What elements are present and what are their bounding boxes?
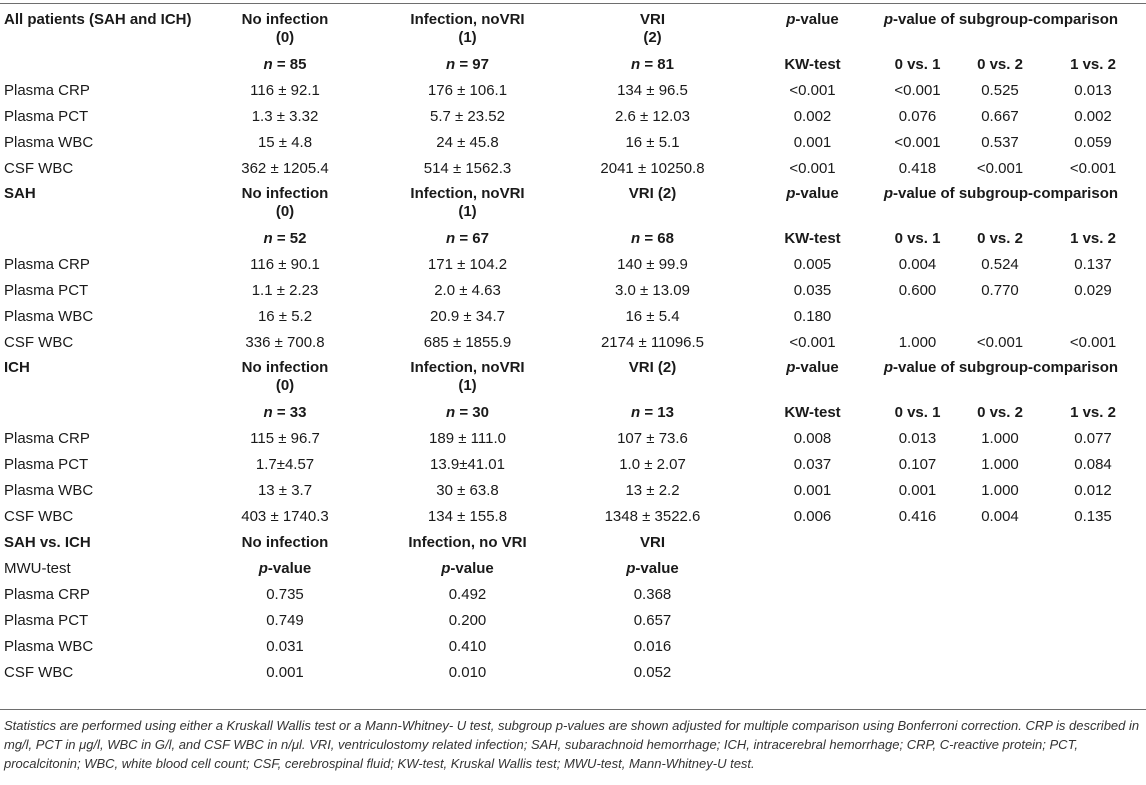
comparison-label: 0 vs. 1 bbox=[894, 230, 941, 247]
kw-test-label: KW-test bbox=[784, 230, 841, 247]
group-header-code: (1) bbox=[458, 377, 477, 394]
n-symbol: n bbox=[631, 404, 641, 421]
table-row bbox=[0, 452, 1146, 478]
table-row bbox=[0, 130, 1146, 156]
table-cell: 0.525 bbox=[981, 82, 1019, 99]
kw-test-label: KW-test bbox=[784, 56, 841, 73]
n-equals: = bbox=[640, 230, 658, 247]
table-cell: <0.001 bbox=[894, 134, 941, 151]
n-equals: = bbox=[272, 404, 290, 421]
section-title: SAH bbox=[4, 185, 36, 202]
table-cell: 2041 ± 10250.8 bbox=[600, 160, 705, 177]
table-cell: 1.0 ± 2.07 bbox=[619, 456, 686, 473]
table-cell: 134 ± 155.8 bbox=[427, 508, 508, 525]
table-cell: 0.004 bbox=[981, 508, 1019, 525]
pvalue-header bbox=[750, 182, 875, 226]
subgroup-comparison-word: -value of subgroup-comparison bbox=[893, 11, 1119, 28]
n-value: 30 bbox=[472, 404, 489, 421]
table-cell: 1.7±4.57 bbox=[255, 456, 315, 473]
table-cell: <0.001 bbox=[789, 160, 836, 177]
sample-size bbox=[190, 226, 380, 252]
table-cell: 2.0 ± 4.63 bbox=[434, 282, 501, 299]
table-cell: 15 ± 4.8 bbox=[257, 134, 313, 151]
group-header: Infection, no VRI bbox=[408, 534, 527, 551]
table-cell: 189 ± 111.0 bbox=[429, 430, 506, 447]
table-cell: 0.004 bbox=[898, 256, 937, 273]
table-cell: 140 ± 99.9 bbox=[617, 256, 688, 273]
group-header bbox=[380, 8, 555, 52]
empty-cell bbox=[1040, 660, 1146, 686]
n-symbol: n bbox=[446, 230, 456, 247]
mwu-test-label: MWU-test bbox=[4, 560, 71, 577]
table-cell: <0.001 bbox=[789, 82, 836, 99]
empty-cell bbox=[0, 400, 190, 426]
table-cell: 336 ± 700.8 bbox=[245, 334, 325, 351]
p-letter: p bbox=[883, 11, 893, 28]
table-cell: 0.013 bbox=[1074, 82, 1112, 99]
empty-cell bbox=[960, 530, 1040, 556]
row-label: Plasma CRP bbox=[4, 256, 90, 273]
row-label: Plasma PCT bbox=[4, 282, 89, 299]
table-cell: 13.9±41.01 bbox=[430, 456, 505, 473]
table-row bbox=[0, 252, 1146, 278]
section-title: All patients (SAH and ICH) bbox=[4, 11, 192, 28]
group-header-label: Infection, noVRI bbox=[410, 185, 525, 202]
sample-size bbox=[380, 226, 555, 252]
group-header-label: Infection, noVRI bbox=[410, 359, 525, 376]
pvalue-word: -value bbox=[450, 560, 494, 577]
table-cell: 1.000 bbox=[981, 456, 1019, 473]
sample-size-row bbox=[0, 52, 1146, 78]
n-equals: = bbox=[640, 56, 658, 73]
table-row bbox=[0, 278, 1146, 304]
group-header: VRI bbox=[639, 534, 665, 551]
table-row bbox=[0, 660, 1146, 686]
sample-size bbox=[555, 52, 750, 78]
table-cell: 0.059 bbox=[1074, 134, 1112, 151]
table-cell: 0.002 bbox=[793, 108, 832, 125]
group-header-code: (1) bbox=[458, 29, 477, 46]
table-row bbox=[0, 582, 1146, 608]
sample-size bbox=[380, 400, 555, 426]
pvalue-label bbox=[190, 556, 380, 582]
test-row bbox=[0, 556, 1146, 582]
row-label: Plasma CRP bbox=[4, 586, 90, 603]
table-body bbox=[0, 8, 1146, 686]
table-cell: 0.537 bbox=[981, 134, 1019, 151]
row-label: CSF WBC bbox=[4, 334, 74, 351]
n-symbol: n bbox=[263, 404, 273, 421]
section-header-row bbox=[0, 356, 1146, 400]
empty-cell bbox=[0, 226, 190, 252]
comparison-label: 0 vs. 2 bbox=[977, 56, 1023, 73]
p-letter: p bbox=[441, 560, 451, 577]
group-header-label: VRI bbox=[639, 11, 665, 28]
group-header-code: (0) bbox=[275, 29, 295, 46]
table-cell: 0.135 bbox=[1074, 508, 1112, 525]
empty-cell bbox=[1040, 556, 1146, 582]
table-row bbox=[0, 608, 1146, 634]
pvalue-label bbox=[555, 556, 750, 582]
group-header-code: (0) bbox=[275, 203, 295, 220]
table-footnote: Statistics are performed using either a Kruskall Wallis test or a Mann-Whitney- U test, subgroup p-values are shown adjusted for multiple comparison using Bonferroni correction. CRP is described in mg/l, PCT in μg/l, WBC in G/l, and CSF WBC in n/μl. VRI, ventriculostomy related infection; SAH, subarachnoid hemorrhage; ICH, intracerebral hemorrhage; CRP, C-reactive protein; PCT, procalcitonin; WBC, white blood cell count; CSF, cerebrospinal fluid; KW-test, Kruskal Wallis test; MWU-test, Mann-Whitney-U test. bbox=[4, 718, 1140, 771]
n-equals: = bbox=[272, 230, 290, 247]
table-cell: 685 ± 1855.9 bbox=[423, 334, 512, 351]
empty-cell bbox=[0, 52, 190, 78]
comparison-header-row bbox=[0, 530, 1146, 556]
table-cell: <0.001 bbox=[976, 334, 1024, 351]
table-cell: 13 ± 3.7 bbox=[257, 482, 313, 499]
table-row bbox=[0, 156, 1146, 182]
empty-cell bbox=[750, 582, 875, 608]
pvalue-header bbox=[750, 8, 875, 52]
table-cell: 0.524 bbox=[981, 256, 1019, 273]
table-cell: 16 ± 5.4 bbox=[625, 308, 680, 325]
table-cell: 0.005 bbox=[793, 256, 832, 273]
table-cell: 0.418 bbox=[898, 160, 937, 177]
pvalue-header bbox=[750, 356, 875, 400]
row-label: Plasma PCT bbox=[4, 108, 89, 125]
table-cell: 116 ± 90.1 bbox=[250, 256, 320, 273]
n-value: 13 bbox=[657, 404, 674, 421]
table-cell: 0.013 bbox=[898, 430, 937, 447]
table-cell: 3.0 ± 13.09 bbox=[615, 282, 690, 299]
row-label: Plasma WBC bbox=[4, 482, 94, 499]
empty-cell bbox=[875, 634, 960, 660]
table-cell: 0.770 bbox=[981, 282, 1019, 299]
group-header bbox=[555, 356, 750, 400]
table-cell: 0.006 bbox=[793, 508, 832, 525]
table-cell: <0.001 bbox=[1069, 160, 1117, 177]
pvalue-word: -value bbox=[795, 185, 839, 202]
table-cell: 0.031 bbox=[266, 638, 304, 655]
group-header-label: No infection bbox=[241, 359, 329, 376]
table-cell bbox=[875, 304, 960, 330]
table-cell: 0.180 bbox=[793, 308, 832, 325]
empty-cell bbox=[875, 582, 960, 608]
sample-size-row bbox=[0, 226, 1146, 252]
table-cell: 1.000 bbox=[898, 334, 937, 351]
group-header bbox=[380, 356, 555, 400]
table-cell: 0.749 bbox=[266, 612, 304, 629]
pvalue-word: -value bbox=[635, 560, 679, 577]
n-symbol: n bbox=[446, 404, 456, 421]
table-cell: 362 ± 1205.4 bbox=[241, 160, 329, 177]
table-cell bbox=[960, 304, 1040, 330]
p-letter: p bbox=[883, 359, 893, 376]
empty-cell bbox=[960, 608, 1040, 634]
p-letter: p bbox=[626, 560, 636, 577]
table-cell: 20.9 ± 34.7 bbox=[430, 308, 505, 325]
table-cell: <0.001 bbox=[894, 82, 941, 99]
row-label: Plasma CRP bbox=[4, 430, 90, 447]
n-value: 85 bbox=[289, 56, 307, 73]
table-row bbox=[0, 478, 1146, 504]
empty-cell bbox=[750, 660, 875, 686]
statistics-table bbox=[0, 8, 1146, 686]
p-letter: p bbox=[786, 185, 796, 202]
row-label: Plasma WBC bbox=[4, 134, 94, 151]
n-equals: = bbox=[455, 230, 473, 247]
table-cell bbox=[1040, 304, 1146, 330]
sample-size bbox=[380, 52, 555, 78]
table-cell: 0.600 bbox=[898, 282, 937, 299]
empty-cell bbox=[1040, 530, 1146, 556]
n-value: 33 bbox=[289, 404, 307, 421]
sample-size bbox=[190, 400, 380, 426]
group-header-code: (1) bbox=[458, 203, 477, 220]
n-symbol: n bbox=[263, 56, 273, 73]
section-title: SAH vs. ICH bbox=[4, 534, 91, 551]
comparison-label: 1 vs. 2 bbox=[1070, 230, 1116, 247]
group-header-code: (2) bbox=[643, 29, 662, 46]
row-label: Plasma CRP bbox=[4, 82, 90, 99]
sample-size bbox=[190, 52, 380, 78]
n-value: 68 bbox=[657, 230, 674, 247]
table-cell: 0.657 bbox=[633, 612, 672, 629]
n-value: 67 bbox=[472, 230, 489, 247]
table-cell: 0.410 bbox=[448, 638, 487, 655]
table-cell: 0.735 bbox=[266, 586, 304, 603]
empty-cell bbox=[1040, 608, 1146, 634]
n-value: 97 bbox=[472, 56, 489, 73]
table-cell: 2174 ± 11096.5 bbox=[600, 334, 705, 351]
table-cell: 0.029 bbox=[1074, 282, 1112, 299]
p-letter: p bbox=[786, 11, 796, 28]
table-cell: 24 ± 45.8 bbox=[436, 134, 499, 151]
group-header-label: VRI (2) bbox=[628, 359, 677, 376]
empty-cell bbox=[875, 608, 960, 634]
table-cell: 30 ± 63.8 bbox=[436, 482, 499, 499]
empty-cell bbox=[750, 608, 875, 634]
table-cell: 0.667 bbox=[981, 108, 1019, 125]
empty-cell bbox=[1040, 634, 1146, 660]
p-letter: p bbox=[786, 359, 796, 376]
row-label: Plasma WBC bbox=[4, 638, 94, 655]
sample-size bbox=[555, 226, 750, 252]
table-cell: 16 ± 5.2 bbox=[257, 308, 313, 325]
empty-cell bbox=[750, 556, 875, 582]
comparison-label: 1 vs. 2 bbox=[1070, 404, 1116, 421]
subgroup-comparison-header bbox=[875, 356, 1146, 400]
table-cell: 514 ± 1562.3 bbox=[423, 160, 512, 177]
table-cell: <0.001 bbox=[976, 160, 1024, 177]
table-top-rule bbox=[0, 3, 1146, 4]
table-cell: 2.6 ± 12.03 bbox=[615, 108, 690, 125]
row-label: Plasma PCT bbox=[4, 612, 89, 629]
pvalue-word: -value bbox=[267, 560, 312, 577]
comparison-label: 0 vs. 1 bbox=[894, 404, 941, 421]
p-letter: p bbox=[258, 560, 268, 577]
table-row bbox=[0, 426, 1146, 452]
table-cell: 1.000 bbox=[981, 430, 1019, 447]
table-cell: 107 ± 73.6 bbox=[617, 430, 688, 447]
table-cell: 176 ± 106.1 bbox=[427, 82, 508, 99]
table-cell: 403 ± 1740.3 bbox=[241, 508, 329, 525]
table-cell: <0.001 bbox=[1069, 334, 1117, 351]
n-symbol: n bbox=[631, 230, 641, 247]
comparison-label: 0 vs. 2 bbox=[977, 404, 1023, 421]
row-label: CSF WBC bbox=[4, 160, 74, 177]
table-cell: 171 ± 104.2 bbox=[427, 256, 508, 273]
table-cell: 0.001 bbox=[793, 482, 832, 499]
table-cell: 0.052 bbox=[633, 664, 672, 681]
subgroup-comparison-word: -value of subgroup-comparison bbox=[893, 185, 1119, 202]
n-symbol: n bbox=[631, 56, 641, 73]
table-cell: 0.084 bbox=[1074, 456, 1112, 473]
group-header-label: Infection, noVRI bbox=[410, 11, 525, 28]
table-row bbox=[0, 330, 1146, 356]
n-equals: = bbox=[455, 404, 473, 421]
table-cell: 0.200 bbox=[448, 612, 487, 629]
row-label: Plasma PCT bbox=[4, 456, 89, 473]
group-header bbox=[190, 356, 380, 400]
table-cell: 0.076 bbox=[898, 108, 937, 125]
table-cell: 0.001 bbox=[793, 134, 832, 151]
comparison-label: 0 vs. 1 bbox=[894, 56, 941, 73]
comparison-label: 0 vs. 2 bbox=[977, 230, 1023, 247]
table-cell: 0.077 bbox=[1074, 430, 1112, 447]
subgroup-comparison-header bbox=[875, 8, 1146, 52]
n-equals: = bbox=[272, 56, 290, 73]
section-title: ICH bbox=[4, 359, 30, 376]
table-cell: 0.002 bbox=[1074, 108, 1112, 125]
table-cell: 0.368 bbox=[633, 586, 672, 603]
table-cell: 116 ± 92.1 bbox=[250, 82, 320, 99]
n-value: 81 bbox=[657, 56, 674, 73]
table-cell: 1.1 ± 2.23 bbox=[251, 282, 319, 299]
group-header bbox=[555, 182, 750, 226]
group-header-label: VRI (2) bbox=[628, 185, 677, 202]
table-cell: 1.3 ± 3.32 bbox=[251, 108, 319, 125]
table-cell: 5.7 ± 23.52 bbox=[430, 108, 505, 125]
group-header-label: No infection bbox=[241, 185, 329, 202]
table-row bbox=[0, 634, 1146, 660]
row-label: CSF WBC bbox=[4, 508, 74, 525]
table-cell: 0.416 bbox=[898, 508, 937, 525]
table-row bbox=[0, 504, 1146, 530]
group-header bbox=[555, 8, 750, 52]
empty-cell bbox=[875, 530, 960, 556]
empty-cell bbox=[960, 582, 1040, 608]
empty-cell bbox=[1040, 582, 1146, 608]
group-header-code: (0) bbox=[275, 377, 295, 394]
row-label: CSF WBC bbox=[4, 664, 74, 681]
table-bottom-rule bbox=[0, 709, 1146, 710]
table-cell: 0.012 bbox=[1074, 482, 1112, 499]
empty-cell bbox=[960, 556, 1040, 582]
empty-cell bbox=[750, 634, 875, 660]
sample-size-row bbox=[0, 400, 1146, 426]
table-cell: 0.107 bbox=[898, 456, 937, 473]
group-header bbox=[190, 8, 380, 52]
comparison-label: 1 vs. 2 bbox=[1070, 56, 1116, 73]
group-header: No infection bbox=[241, 534, 329, 551]
table-cell: 134 ± 96.5 bbox=[617, 82, 688, 99]
table-cell: 0.492 bbox=[448, 586, 487, 603]
group-header-label: No infection bbox=[241, 11, 329, 28]
n-symbol: n bbox=[263, 230, 273, 247]
n-equals: = bbox=[640, 404, 658, 421]
row-label: Plasma WBC bbox=[4, 308, 94, 325]
table-cell: 0.010 bbox=[448, 664, 487, 681]
subgroup-comparison-header bbox=[875, 182, 1146, 226]
table-row bbox=[0, 78, 1146, 104]
table-cell: 0.137 bbox=[1074, 256, 1112, 273]
n-symbol: n bbox=[446, 56, 456, 73]
pvalue-label bbox=[380, 556, 555, 582]
pvalue-word: -value bbox=[795, 359, 839, 376]
table-cell: 0.001 bbox=[266, 664, 304, 681]
empty-cell bbox=[960, 634, 1040, 660]
table-row bbox=[0, 104, 1146, 130]
section-header-row bbox=[0, 8, 1146, 52]
empty-cell bbox=[750, 530, 875, 556]
table-cell: 13 ± 2.2 bbox=[625, 482, 680, 499]
subgroup-comparison-word: -value of subgroup-comparison bbox=[893, 359, 1119, 376]
table-cell: 115 ± 96.7 bbox=[250, 430, 320, 447]
empty-cell bbox=[960, 660, 1040, 686]
table-cell: 0.016 bbox=[633, 638, 672, 655]
n-value: 52 bbox=[289, 230, 307, 247]
kw-test-label: KW-test bbox=[784, 404, 841, 421]
pvalue-word: -value bbox=[795, 11, 839, 28]
table-cell: 1.000 bbox=[981, 482, 1019, 499]
n-equals: = bbox=[455, 56, 473, 73]
sample-size bbox=[555, 400, 750, 426]
table-cell: 1348 ± 3522.6 bbox=[604, 508, 701, 525]
empty-cell bbox=[875, 660, 960, 686]
empty-cell bbox=[875, 556, 960, 582]
section-header-row bbox=[0, 182, 1146, 226]
table-cell: 0.037 bbox=[793, 456, 832, 473]
group-header bbox=[380, 182, 555, 226]
table-cell: 0.001 bbox=[898, 482, 937, 499]
table-cell: 16 ± 5.1 bbox=[625, 134, 680, 151]
group-header bbox=[190, 182, 380, 226]
table-cell: 0.035 bbox=[793, 282, 832, 299]
table-row bbox=[0, 304, 1146, 330]
table-cell: <0.001 bbox=[789, 334, 836, 351]
p-letter: p bbox=[883, 185, 893, 202]
table-cell: 0.008 bbox=[793, 430, 832, 447]
